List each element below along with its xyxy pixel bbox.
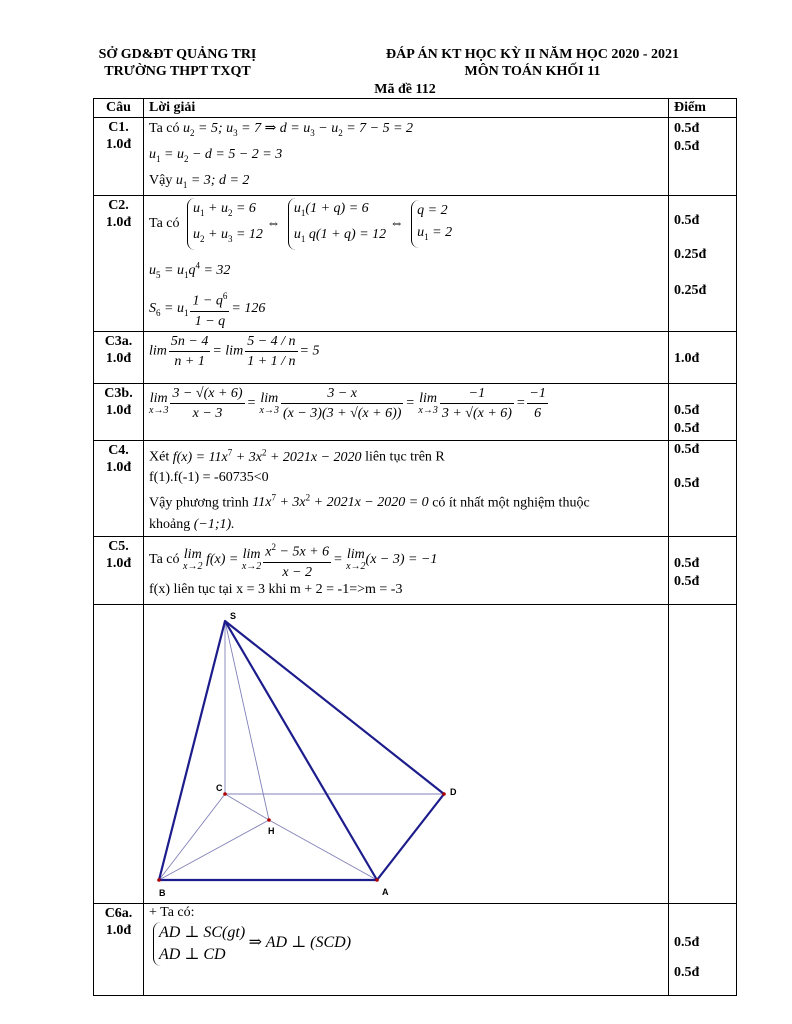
solution-cell bbox=[144, 537, 669, 605]
math-expr: (−1;1). bbox=[193, 517, 235, 533]
edge-bh bbox=[159, 820, 269, 880]
math-expr: = bbox=[246, 395, 257, 411]
exam-code: Mã đề 112 bbox=[374, 82, 436, 97]
score-cell bbox=[669, 332, 737, 384]
question-cell bbox=[94, 537, 144, 605]
equation-system: q = 2 $u_1 = 2$ bbox=[411, 200, 452, 248]
solution-line bbox=[149, 514, 663, 536]
equation-system: $u_1 + u_2 = 6$ $u_2 + u_3 = 12$ bbox=[187, 198, 263, 250]
limit-expr: lim x→3 bbox=[418, 390, 438, 416]
question-score: 1.0đ bbox=[105, 403, 132, 419]
score-point: 0.25đ bbox=[674, 247, 707, 263]
score-point: 0.5đ bbox=[674, 442, 700, 458]
edge-ha bbox=[269, 820, 377, 880]
solution-line: f(x) liên tục tại x = 3 khi m + 2 = -1=>m = -3 bbox=[149, 582, 403, 598]
question-cell bbox=[94, 904, 144, 996]
row-c1 bbox=[94, 118, 737, 196]
math-expr: $u_2 = 5$; $u_3 = 7$ ⇒ $d = u_3 - u_2 = 7 - 5 = 2$ bbox=[183, 121, 414, 138]
label-c: C bbox=[216, 783, 223, 794]
math-expr: $u_5 = u_1q^4 = 32$ bbox=[149, 259, 231, 280]
solution-line bbox=[149, 538, 663, 582]
math-expr: $11x^7 + 3x^2 + 2021x - 2020 = 0$ bbox=[252, 492, 429, 511]
score-point: 0.5đ bbox=[674, 403, 700, 419]
score-cell bbox=[669, 537, 737, 605]
label-h: H bbox=[268, 826, 275, 837]
text-co-it-nhat: có ít nhất một nghiệm thuộc bbox=[432, 495, 590, 511]
question-cell bbox=[94, 384, 144, 441]
row-c4 bbox=[94, 441, 737, 537]
question-cell bbox=[94, 441, 144, 537]
fraction: $\frac{3 - x}{(x - 3)(3 + √(x + 6))}$ bbox=[282, 386, 402, 422]
question-cell bbox=[94, 605, 144, 904]
score-point: 0.5đ bbox=[674, 556, 700, 572]
label-a: A bbox=[382, 887, 389, 898]
score-cell bbox=[669, 118, 737, 196]
limit-expr: lim x→2 bbox=[183, 547, 203, 573]
solution-line bbox=[149, 384, 663, 423]
score-point: 0.25đ bbox=[674, 283, 707, 299]
solution-line: f(1).f(-1) = -60735<0 bbox=[149, 469, 269, 485]
score-point: 0.5đ bbox=[674, 574, 700, 590]
question-label: C4. bbox=[108, 443, 129, 459]
department-name: SỞ GD&ĐT QUẢNG TRỊ bbox=[98, 47, 257, 62]
point-d bbox=[442, 793, 446, 797]
score-point: 0.5đ bbox=[674, 476, 700, 492]
row-figure bbox=[94, 605, 737, 904]
solution-cell bbox=[144, 332, 669, 384]
score-cell bbox=[669, 384, 737, 441]
solution-line: + Ta có: bbox=[149, 905, 195, 921]
question-score: 1.0đ bbox=[105, 351, 132, 367]
label-b: B bbox=[159, 888, 166, 899]
limit-expr: lim x→3 bbox=[149, 390, 169, 416]
math-expr: = bbox=[515, 395, 526, 411]
question-label: C1. bbox=[108, 120, 129, 135]
pyramid-figure bbox=[144, 605, 668, 903]
fraction: $\frac{5 - 4 / n}{1 + 1 / n}$ bbox=[247, 334, 296, 370]
row-c2 bbox=[94, 196, 737, 332]
solution-line bbox=[149, 922, 663, 966]
math-expr: $f(x) = 11x^7 + 3x^2 + 2021x - 2020$ bbox=[172, 447, 362, 465]
text-vay: Vậy bbox=[149, 172, 173, 188]
question-score: 1.0đ bbox=[105, 923, 132, 939]
point-a bbox=[375, 879, 379, 883]
label-s: S bbox=[230, 611, 237, 622]
text-vay: Vậy phương trình bbox=[149, 495, 249, 511]
math-expr: lim bbox=[149, 343, 167, 359]
solution-line bbox=[149, 332, 663, 371]
fraction: $\frac{-1}{3 + √(x + 6)}$ bbox=[441, 386, 512, 422]
math-expr: ⇔ bbox=[389, 216, 404, 232]
edge-sa bbox=[225, 621, 377, 880]
point-b bbox=[157, 879, 161, 883]
exam-title: ĐÁP ÁN KT HỌC KỲ II NĂM HỌC 2020 - 2021 bbox=[386, 47, 679, 62]
math-expr: $u_1 = u_2 - d = 5 - 2 = 3$ bbox=[149, 146, 283, 164]
math-expr: = 126 bbox=[231, 301, 266, 317]
table-header-row bbox=[94, 99, 737, 118]
question-cell bbox=[94, 332, 144, 384]
math-expr: = 5 bbox=[299, 343, 320, 359]
text-xet: Xét bbox=[149, 449, 170, 465]
row-c3b bbox=[94, 384, 737, 441]
score-cell bbox=[669, 441, 737, 537]
col-solution-header: Lời giải bbox=[144, 99, 669, 118]
col-score-header: Điểm bbox=[669, 99, 737, 118]
text-ta-co: Ta có bbox=[149, 216, 180, 232]
point-h bbox=[267, 819, 271, 823]
subject-title: MÔN TOÁN KHỐI 11 bbox=[464, 64, 601, 79]
question-label: C5. bbox=[108, 539, 129, 555]
solution-line bbox=[149, 254, 663, 285]
score-point: 1.0đ bbox=[674, 351, 700, 367]
text-ta-co: Ta có bbox=[149, 552, 180, 568]
fraction: $\frac{-1}{6}$ bbox=[529, 386, 546, 422]
point-c bbox=[223, 793, 227, 797]
label-d: D bbox=[450, 787, 457, 798]
question-score: 1.0đ bbox=[105, 460, 132, 476]
col-question-header: Câu bbox=[94, 99, 144, 118]
solution-line bbox=[149, 487, 663, 515]
question-cell bbox=[94, 118, 144, 196]
row-c5 bbox=[94, 537, 737, 605]
score-cell bbox=[669, 904, 737, 996]
solution-cell bbox=[144, 384, 669, 441]
score-cell bbox=[669, 605, 737, 904]
math-expr: ⇒ AD ⊥ (SCD) bbox=[248, 934, 352, 952]
question-label: C6a. bbox=[104, 906, 133, 922]
text-khoang: khoảng bbox=[149, 517, 191, 533]
limit-expr: lim x→2 bbox=[241, 547, 262, 573]
solution-line bbox=[149, 118, 663, 144]
answer-table bbox=[93, 98, 737, 996]
fraction: $\frac{1 - q^6}{1 - q}$ bbox=[190, 287, 229, 331]
question-score: 1.0đ bbox=[105, 215, 132, 231]
score-point: 0.5đ bbox=[674, 139, 700, 154]
text-ta-co: Ta có bbox=[149, 121, 180, 136]
equation-system: $u_1(1 + q) = 6$ $u_1$ q(1 + q) = 12 bbox=[288, 198, 386, 250]
question-label: C3b. bbox=[104, 386, 133, 402]
solution-line bbox=[149, 287, 663, 331]
question-score: 1.0đ bbox=[105, 137, 132, 152]
solution-cell bbox=[144, 904, 669, 996]
math-expr: $S_6 = u_1$ bbox=[149, 301, 189, 319]
solution-line bbox=[149, 198, 663, 250]
solution-line bbox=[149, 170, 663, 196]
text-lien-tuc: liên tục trên R bbox=[365, 449, 445, 465]
score-point: 0.5đ bbox=[674, 965, 700, 981]
school-name: TRƯỜNG THPT TXQT bbox=[104, 64, 251, 79]
question-label: C3a. bbox=[104, 334, 133, 350]
solution-cell bbox=[144, 196, 669, 332]
fraction: $\frac{x^2 - 5x + 6}{x - 2}$ bbox=[263, 538, 331, 582]
row-c3a bbox=[94, 332, 737, 384]
limit-expr: lim x→2 bbox=[346, 547, 366, 573]
solution-cell bbox=[144, 441, 669, 537]
solution-line bbox=[149, 144, 663, 170]
math-expr: (x − 3) = −1 bbox=[365, 552, 438, 568]
edge-ch bbox=[225, 794, 269, 820]
score-point: 0.5đ bbox=[674, 421, 700, 437]
school-header bbox=[75, 46, 280, 80]
question-score: 1.0đ bbox=[105, 556, 132, 572]
math-expr: $u_1 = 3$; d = 2 bbox=[175, 172, 250, 190]
fraction: $\frac{3 - √(x + 6)}{x - 3}$ bbox=[172, 386, 243, 422]
exam-header bbox=[360, 46, 705, 80]
score-point: 0.5đ bbox=[674, 121, 700, 136]
figure-cell bbox=[144, 605, 669, 904]
math-expr: = bbox=[333, 552, 347, 568]
question-cell bbox=[94, 196, 144, 332]
solution-cell bbox=[144, 118, 669, 196]
score-cell bbox=[669, 196, 737, 332]
row-c6a bbox=[94, 904, 737, 996]
question-label: C2. bbox=[108, 198, 129, 214]
score-point: 0.5đ bbox=[674, 935, 700, 951]
math-expr: = bbox=[405, 395, 415, 411]
fraction: $\frac{5n - 4}{n + 1}$ bbox=[170, 334, 209, 370]
math-expr: f(x) = bbox=[202, 552, 242, 568]
equation-system: AD ⊥ SC(gt) AD ⊥ CD bbox=[153, 922, 245, 966]
math-expr: = lim bbox=[212, 343, 244, 359]
score-point: 0.5đ bbox=[674, 213, 700, 229]
limit-expr: lim x→3 bbox=[259, 390, 279, 416]
solution-line bbox=[149, 441, 663, 469]
math-expr: ⇔ bbox=[266, 216, 281, 232]
